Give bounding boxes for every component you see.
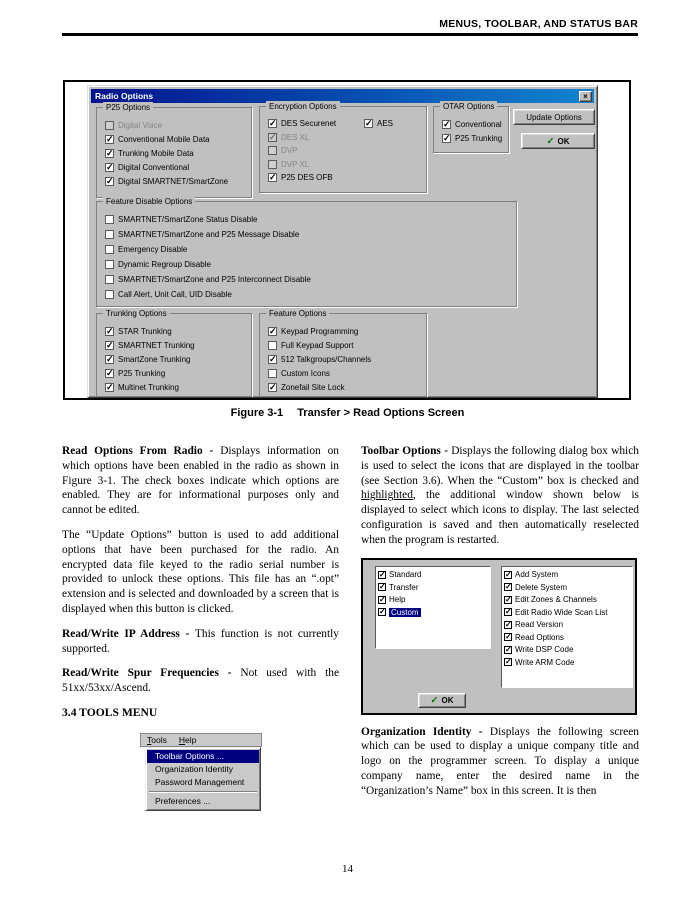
- group-label: Trunking Options: [103, 308, 170, 319]
- checkbox-label: Conventional Mobile Data: [118, 134, 210, 144]
- checkbox-row[interactable]: [504, 606, 631, 619]
- checkbox[interactable]: [105, 290, 114, 299]
- encryption-options-list: [260, 107, 356, 185]
- checkbox[interactable]: [268, 369, 277, 378]
- checkbox-row[interactable]: [105, 352, 248, 366]
- ok-button[interactable]: ✓ OK: [418, 693, 466, 708]
- otar-options-group: [433, 102, 509, 153]
- checkbox[interactable]: ✓: [269, 118, 277, 129]
- feature-options-group: [259, 309, 427, 398]
- checkbox-row[interactable]: [504, 619, 631, 632]
- toolbar-category-items: [378, 569, 489, 619]
- checkbox-label: Custom: [391, 607, 419, 617]
- checkbox-label: Conventional: [455, 119, 502, 129]
- checkbox-label: Full Keypad Support: [281, 340, 354, 350]
- check-icon: ✓: [430, 694, 439, 706]
- trunking-options-group: [96, 309, 252, 398]
- menu-separator: [149, 791, 257, 793]
- text-segment: Organization Identity -: [361, 725, 490, 738]
- paragraph-update-options: [62, 528, 339, 617]
- text-segment: Read Options From Radio -: [62, 445, 221, 457]
- text-segment: Displays the following screen which can be used to display a unique company title and logo on the programmer screen. To display a unique company name, enter the desired name in the “Organization’s Name” box in this screen. It is then: [361, 725, 639, 797]
- paragraph-read-options: [62, 444, 339, 518]
- checkbox-row[interactable]: [268, 366, 423, 380]
- checkbox-row[interactable]: [268, 352, 423, 366]
- checkbox-label: DES XL: [281, 132, 310, 142]
- checkbox-label: SMARTNET/SmartZone and P25 Message Disable: [118, 230, 300, 239]
- section-heading-tools-menu: 3.4 TOOLS MENU: [62, 705, 158, 719]
- checkbox-row[interactable]: [268, 338, 423, 352]
- checkbox-label: SMARTNET/SmartZone Status Disable: [118, 215, 258, 224]
- text-segment: Read/Write Spur Frequencies -: [62, 667, 241, 680]
- checkbox-row[interactable]: [105, 242, 513, 257]
- text-segment: highlighted: [361, 489, 413, 502]
- checkbox[interactable]: ✓: [379, 594, 386, 604]
- check-icon: ✓: [546, 135, 555, 147]
- checkbox[interactable]: [105, 245, 114, 254]
- checkbox[interactable]: ✓: [379, 569, 386, 579]
- checkbox-row[interactable]: [268, 117, 353, 131]
- checkbox-row[interactable]: [378, 606, 489, 619]
- group-label: OTAR Options: [440, 101, 497, 112]
- menu-bar: [140, 733, 262, 747]
- left-column: [62, 444, 339, 811]
- checkbox-row[interactable]: [105, 257, 513, 272]
- checkbox-label: Transfer: [389, 582, 419, 592]
- checkbox-label: Write ARM Code: [515, 657, 575, 667]
- tools-menu-screenshot: [140, 733, 262, 811]
- text-segment: Toolbar Options -: [361, 445, 452, 457]
- checkbox[interactable]: ✓: [505, 582, 512, 592]
- checkbox-row[interactable]: [378, 581, 489, 594]
- checkbox-label: SMARTNET Trunking: [118, 340, 195, 350]
- checkbox[interactable]: [268, 160, 277, 169]
- checkbox[interactable]: [105, 230, 114, 239]
- encryption-options-list-2: [356, 107, 396, 185]
- checkbox[interactable]: ✓: [106, 381, 114, 392]
- menubar-item-tools[interactable]: Tools: [147, 734, 167, 745]
- checkbox-label: Delete System: [515, 582, 568, 592]
- checkbox-label: SMARTNET/SmartZone and P25 Interconnect Disable: [118, 275, 311, 284]
- checkbox-label: AES: [377, 119, 394, 129]
- text-segment: Not used with the 51xx/53xx/Ascend.: [62, 667, 339, 695]
- checkbox-label: Digital Voice: [118, 120, 163, 130]
- checkbox[interactable]: ✓: [106, 161, 114, 172]
- checkbox[interactable]: ✓: [443, 118, 451, 129]
- checkbox[interactable]: ✓: [365, 118, 373, 129]
- page-header-title: MENUS, TOOLBAR, AND STATUS BAR: [439, 18, 638, 30]
- checkbox-row[interactable]: [268, 380, 423, 394]
- checkbox-row[interactable]: [268, 324, 423, 338]
- figure-caption: [0, 407, 695, 419]
- toolbar-options-screenshot: [361, 558, 637, 715]
- checkbox-row[interactable]: [105, 324, 248, 338]
- update-options-button[interactable]: Update Options: [513, 109, 595, 125]
- group-label: Feature Options: [266, 308, 329, 319]
- body-columns: [62, 444, 639, 811]
- checkbox-row[interactable]: [105, 287, 513, 302]
- p25-options-group: [96, 103, 252, 198]
- checkbox[interactable]: ✓: [379, 582, 386, 592]
- checkbox-row[interactable]: [105, 118, 248, 132]
- text-segment: , the additional window shown below is displayed to select which icons to display. The last selected configuration is saved and then automatically reselected when the program is restarted.: [361, 489, 639, 546]
- checkbox-label: P25 Trunking: [455, 133, 503, 143]
- checkbox[interactable]: ✓: [443, 132, 451, 143]
- text-segment: Read/Write IP Address -: [62, 627, 195, 640]
- feature-disable-options-list: [97, 202, 516, 302]
- figure-caption-label: Figure 3-1: [230, 407, 284, 419]
- feature-disable-options-group: [96, 197, 517, 307]
- group-label: Feature Disable Options: [103, 196, 195, 207]
- checkbox-row[interactable]: [105, 227, 513, 242]
- checkbox[interactable]: [268, 146, 277, 155]
- checkbox[interactable]: ✓: [505, 644, 512, 654]
- checkbox-label: Digital SMARTNET/SmartZone: [118, 176, 229, 186]
- checkbox-label: Add System: [515, 570, 559, 580]
- checkbox-row[interactable]: [105, 272, 513, 287]
- checkbox[interactable]: [105, 215, 114, 224]
- checkbox-row[interactable]: [268, 144, 353, 158]
- checkbox-label: P25 DES OFB: [281, 173, 333, 183]
- radio-dialog-titlebar[interactable]: [91, 89, 594, 103]
- radio-options-dialog: [87, 85, 598, 398]
- checkbox-label: Read Version: [515, 620, 564, 630]
- checkbox-row[interactable]: [504, 569, 631, 582]
- encryption-options-group: [259, 102, 427, 193]
- checkbox[interactable]: ✓: [505, 632, 512, 642]
- checkbox-row[interactable]: [504, 594, 631, 607]
- checkbox-label: SmartZone Trunking: [118, 354, 191, 364]
- menu-item[interactable]: Password Management: [155, 776, 245, 787]
- paragraph-organization-identity: [361, 725, 639, 799]
- menu-item[interactable]: Toolbar Options ...: [147, 750, 259, 763]
- page-number: 14: [342, 863, 353, 875]
- checkbox[interactable]: ✓: [106, 325, 114, 336]
- checkbox[interactable]: ✓: [505, 594, 512, 604]
- checkbox[interactable]: ✓: [505, 657, 512, 667]
- figure-radio-options-screenshot: [63, 80, 631, 400]
- text-segment: This function is not currently supported.: [62, 627, 339, 655]
- checkbox-label: DES Securenet: [281, 119, 337, 129]
- checkbox-row[interactable]: [364, 117, 393, 131]
- checkbox-row[interactable]: [105, 212, 513, 227]
- checkbox-row[interactable]: [105, 146, 248, 160]
- checkbox-label: Digital Conventional: [118, 162, 190, 172]
- checkbox-label: Write DSP Code: [515, 645, 574, 655]
- menu-item[interactable]: Preferences ...: [155, 795, 211, 806]
- checkbox[interactable]: ✓: [505, 619, 512, 629]
- checkbox-label: Zonefail Site Lock: [281, 382, 345, 392]
- checkbox-label: Call Alert, Unit Call, UID Disable: [118, 290, 232, 299]
- checkbox-label: Help: [389, 595, 406, 605]
- checkbox-row[interactable]: [105, 160, 248, 174]
- checkbox-label: Edit Zones & Channels: [515, 595, 597, 605]
- checkbox-row[interactable]: [268, 171, 353, 185]
- checkbox-label: DVP: [281, 146, 298, 156]
- checkbox-row[interactable]: [105, 338, 248, 352]
- feature-options-list: [260, 314, 426, 394]
- checkbox-label: Edit Radio Wide Scan List: [515, 607, 608, 617]
- checkbox-label: 512 Talkgroups/Channels: [281, 354, 372, 364]
- paragraph-ip-address: [62, 627, 339, 657]
- checkbox-row[interactable]: [378, 569, 489, 582]
- checkbox-row[interactable]: [105, 366, 248, 380]
- checkbox-row[interactable]: [105, 132, 248, 146]
- checkbox-label: Standard: [389, 570, 422, 580]
- checkbox-label: Trunking Mobile Data: [118, 148, 194, 158]
- checkbox[interactable]: ✓: [269, 131, 277, 142]
- checkbox-row[interactable]: [378, 594, 489, 607]
- otar-options-list: [434, 107, 508, 145]
- checkbox[interactable]: ✓: [106, 353, 114, 364]
- checkbox-label: Read Options: [515, 632, 564, 642]
- checkbox-label: Custom Icons: [281, 368, 330, 378]
- header-rule: [62, 33, 638, 36]
- p25-options-list: [97, 108, 251, 188]
- radio-dialog-title: Radio Options: [95, 91, 154, 101]
- checkbox-label: P25 Trunking: [118, 368, 166, 378]
- toolbar-category-list[interactable]: [375, 566, 491, 649]
- checkbox-label: Keypad Programming: [281, 326, 359, 336]
- checkbox[interactable]: ✓: [379, 607, 386, 617]
- paragraph-toolbar-options: [361, 444, 639, 548]
- checkbox-row[interactable]: [105, 380, 248, 394]
- menu-item[interactable]: Organization Identity: [155, 763, 233, 774]
- checkbox-row[interactable]: [442, 117, 505, 131]
- checkbox[interactable]: [268, 341, 277, 350]
- checkbox-row[interactable]: [504, 644, 631, 657]
- checkbox[interactable]: ✓: [269, 381, 277, 392]
- checkbox[interactable]: ✓: [106, 147, 114, 158]
- checkbox[interactable]: ✓: [106, 367, 114, 378]
- right-column: [361, 444, 639, 811]
- figure-caption-title: Transfer > Read Options Screen: [297, 407, 465, 419]
- checkbox[interactable]: [105, 260, 114, 269]
- group-label: P25 Options: [103, 102, 153, 113]
- checkbox-row[interactable]: [504, 581, 631, 594]
- checkbox[interactable]: ✓: [269, 353, 277, 364]
- close-icon[interactable]: ×: [579, 91, 592, 102]
- checkbox-label: DVP XL: [281, 159, 310, 169]
- checkbox[interactable]: ✓: [505, 569, 512, 579]
- text-segment: Displays the following dialog box which is used to select the icons that are displayed in the toolbar (see Section 3.6). When the “Custom” box is checked and: [361, 445, 639, 487]
- menubar-item-help[interactable]: Help: [178, 734, 197, 745]
- checkbox-row[interactable]: [442, 131, 505, 145]
- checkbox-row[interactable]: [504, 656, 631, 669]
- checkbox[interactable]: ✓: [269, 325, 277, 336]
- checkbox[interactable]: [105, 121, 114, 130]
- checkbox[interactable]: ✓: [269, 172, 277, 183]
- checkbox[interactable]: ✓: [106, 175, 114, 186]
- checkbox[interactable]: ✓: [106, 133, 114, 144]
- checkbox[interactable]: ✓: [505, 607, 512, 617]
- tools-menu-dropdown: [145, 747, 261, 811]
- checkbox-label: Multinet Trunking: [118, 382, 179, 392]
- checkbox-label: STAR Trunking: [118, 326, 172, 336]
- paragraph-spur-frequencies: [62, 666, 339, 696]
- checkbox-label: Emergency Disable: [118, 245, 188, 254]
- checkbox-row[interactable]: [504, 631, 631, 644]
- checkbox[interactable]: ✓: [106, 339, 114, 350]
- checkbox-row[interactable]: [268, 131, 353, 145]
- group-label: Encryption Options: [266, 101, 340, 112]
- trunking-options-list: [97, 314, 251, 394]
- custom-icons-items: [504, 569, 631, 669]
- checkbox-row[interactable]: [105, 174, 248, 188]
- text-segment: Displays information on which options have been enabled in the radio as shown in Figure 3-1. The check boxes indicate which options are enabled. They are for informational purposes only and cannot be edited.: [62, 445, 339, 517]
- ok-button[interactable]: ✓ OK: [521, 133, 595, 149]
- checkbox[interactable]: [105, 275, 114, 284]
- checkbox-row[interactable]: [268, 158, 353, 172]
- checkbox-label: Dynamic Regroup Disable: [118, 260, 211, 269]
- text-segment: The “Update Options” button is used to add additional options that have been purchased for the radio. An encrypted data file keyed to the radio serial number is provided to unlock these options. This file has an “.opt” extension and is selected and downloaded by a screen that is displayed when this button is clicked.: [62, 528, 339, 615]
- custom-icons-list[interactable]: [501, 566, 633, 688]
